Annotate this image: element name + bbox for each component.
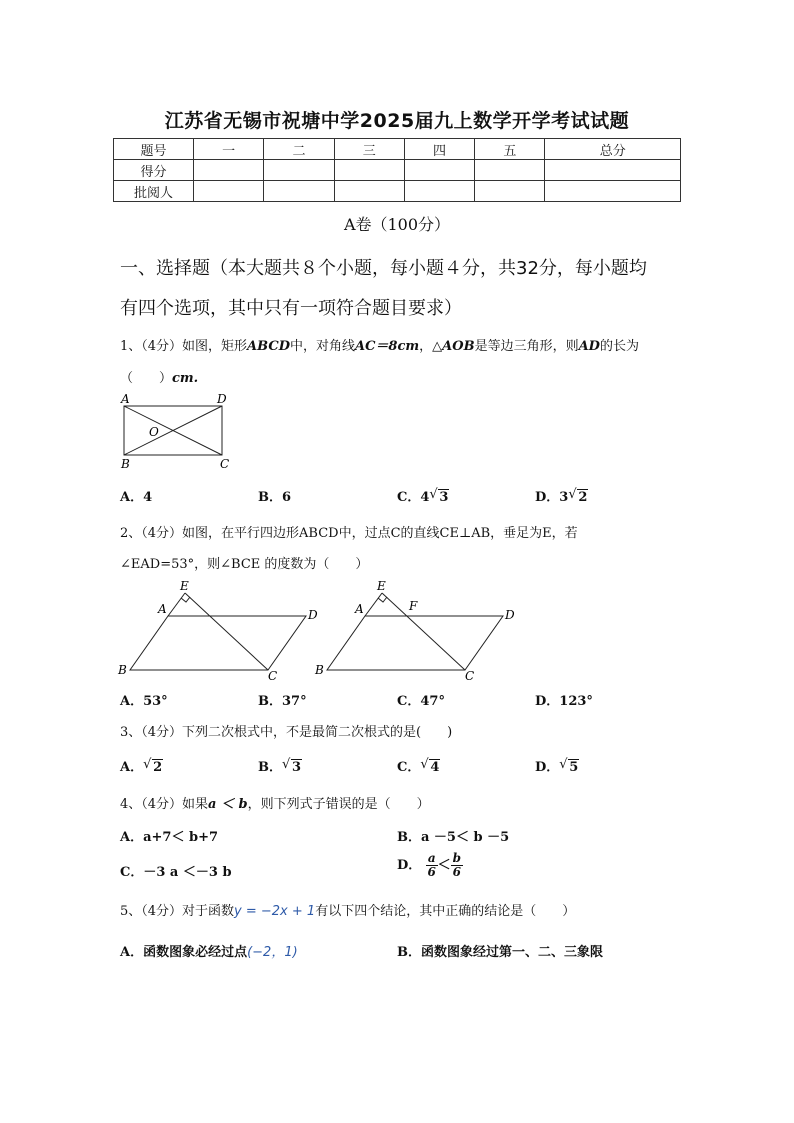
score-cell[interactable]	[334, 181, 404, 202]
label-o: O	[149, 425, 159, 439]
score-row-label: 批阅人	[114, 181, 194, 202]
segment-ce	[382, 593, 465, 670]
radicand: 2	[153, 760, 163, 775]
option-label: C．	[397, 760, 421, 775]
score-cell[interactable]	[334, 160, 404, 181]
option-text: C．4	[397, 490, 430, 505]
sqrt-symbol	[143, 759, 163, 775]
score-cell[interactable]	[545, 160, 681, 181]
q1-math: ABCD	[247, 339, 290, 354]
label-b: B	[315, 663, 324, 677]
score-header-cell: 题号	[114, 139, 194, 160]
q5-function: y = −2x + 1	[234, 904, 316, 919]
label-d: D	[308, 608, 318, 622]
radicand: 3	[439, 490, 449, 505]
label-e: E	[377, 579, 386, 593]
label-b: B	[118, 663, 127, 677]
label-a: A	[158, 602, 167, 616]
section-a-heading: A卷（100分）	[343, 215, 451, 234]
numerator: b	[452, 851, 461, 865]
score-table-row	[114, 181, 681, 202]
score-cell[interactable]	[475, 160, 545, 181]
radicand: 5	[569, 760, 579, 775]
q1-text-line2	[120, 367, 198, 386]
q4-text-part: ，则下列式子错误的是（ ）	[247, 797, 430, 812]
q2-option-a[interactable]: A．53°	[120, 694, 168, 709]
option-text: A．函数图象必经过点	[120, 945, 248, 960]
option-text: D．3	[535, 490, 569, 505]
q3-option-c[interactable]	[397, 756, 440, 775]
sqrt-symbol	[568, 489, 588, 505]
score-cell[interactable]	[475, 181, 545, 202]
score-table	[113, 138, 681, 202]
score-header-cell: 四	[404, 139, 474, 160]
q4-condition: a ＜ b	[208, 797, 248, 812]
radicand: 3	[292, 760, 302, 775]
option-label: A．	[120, 760, 144, 775]
label-f: F	[409, 599, 418, 613]
q5-option-a[interactable]	[120, 941, 298, 960]
part1-heading-line1: 一、选择题（本大题共８个小题，每小题４分，共32分，每小题均	[120, 258, 647, 279]
label-d: D	[505, 608, 515, 622]
score-cell[interactable]	[194, 160, 264, 181]
score-header-cell: 总分	[545, 139, 681, 160]
denominator: 6	[427, 865, 436, 879]
label-a: A	[355, 602, 364, 616]
q1-text	[120, 335, 639, 354]
less-than: ＜	[437, 858, 451, 873]
score-table-row	[114, 160, 681, 181]
q3-option-a[interactable]	[120, 756, 163, 775]
score-header-cell: 五	[475, 139, 545, 160]
answer-blank: （ ）	[120, 371, 173, 386]
sqrt-symbol	[282, 759, 302, 775]
q1-option-b[interactable]: B．6	[258, 490, 292, 505]
q2-text-line2: ∠EAD=53°，则∠BCE 的度数为（ ）	[120, 557, 369, 572]
q4-option-c[interactable]: C．－3 a ＜－3 b	[120, 865, 232, 880]
q4-option-b[interactable]: B．a －5＜ b －5	[397, 830, 510, 845]
score-header-cell: 一	[194, 139, 264, 160]
radicand: 2	[578, 490, 588, 505]
q5-option-b[interactable]: B．函数图象经过第一、二、三象限	[397, 945, 603, 960]
fraction-b-over-6	[451, 852, 463, 879]
score-cell[interactable]	[545, 181, 681, 202]
score-header-cell: 二	[264, 139, 334, 160]
q2-text-line1: 2、（4分）如图，在平行四边形ABCD中，过点C的直线CE⊥AB，垂足为E，若	[120, 526, 578, 541]
q1-math: AC＝8cm	[355, 339, 420, 354]
extension-ae	[365, 593, 382, 616]
q1-text-part: 的长为	[599, 339, 639, 354]
q3-text: 3、（4分）下列二次根式中，不是最简二次根式的是( )	[120, 725, 453, 740]
score-cell[interactable]	[404, 160, 474, 181]
part1-heading-line2: 有四个选项，其中只有一项符合题目要求）	[120, 298, 462, 319]
q1-math: AD	[578, 339, 600, 354]
q1-text-part: ，△	[419, 339, 443, 354]
q1-option-c[interactable]	[397, 486, 449, 505]
q2-option-d[interactable]: D．123°	[535, 694, 593, 709]
q2-figure-right	[313, 576, 523, 682]
fraction-a-over-6	[426, 852, 438, 879]
q3-option-d[interactable]	[535, 756, 579, 775]
q5-text-part: 5、（4分）对于函数	[120, 904, 235, 919]
label-a: A	[121, 392, 130, 406]
score-cell[interactable]	[194, 181, 264, 202]
q5-text	[120, 900, 575, 919]
score-header-cell: 三	[334, 139, 404, 160]
score-cell[interactable]	[264, 181, 334, 202]
q4-option-d[interactable]	[397, 852, 463, 879]
q1-unit: cm.	[172, 371, 199, 386]
option-label: D．	[397, 858, 422, 873]
q1-text-part: 是等边三角形，则	[474, 339, 579, 354]
label-c: C	[268, 669, 278, 682]
sqrt-symbol	[559, 759, 579, 775]
label-e: E	[180, 579, 189, 593]
score-cell[interactable]	[404, 181, 474, 202]
radicand: 4	[430, 760, 440, 775]
page-title: 江苏省无锡市祝塘中学2025届九上数学开学考试试题	[164, 110, 630, 132]
label-d: D	[217, 392, 227, 406]
score-cell[interactable]	[264, 160, 334, 181]
label-c: C	[465, 669, 475, 682]
q4-text	[120, 793, 430, 812]
q1-option-d[interactable]	[535, 486, 588, 505]
q5-text-part: 有以下四个结论，其中正确的结论是（ ）	[315, 904, 576, 919]
q3-option-b[interactable]	[258, 756, 302, 775]
numerator: a	[427, 851, 436, 865]
denominator: 6	[452, 865, 461, 879]
extension-ae	[168, 593, 185, 616]
option-label: D．	[535, 760, 560, 775]
option-label: B．	[258, 760, 282, 775]
right-angle-mark	[378, 597, 387, 602]
label-b: B	[121, 457, 130, 471]
score-row-label: 得分	[114, 160, 194, 181]
q1-option-a[interactable]: A．4	[120, 490, 153, 505]
q1-text-part: 1、（4分）如图，矩形	[120, 339, 248, 354]
label-c: C	[220, 457, 230, 471]
q5-point: (−2，1)	[247, 945, 298, 960]
q1-rectangle-figure	[116, 390, 236, 472]
sqrt-symbol	[420, 759, 440, 775]
sqrt-symbol	[429, 489, 449, 505]
q2-option-c[interactable]: C．47°	[397, 694, 445, 709]
q1-math: AOB	[442, 339, 475, 354]
right-angle-mark	[181, 597, 190, 602]
segment-ce	[185, 593, 268, 670]
q1-text-part: 中，对角线	[289, 339, 355, 354]
q4-text-part: 4、（4分）如果	[120, 797, 209, 812]
score-table-header-row	[114, 139, 681, 160]
q2-figure-left	[116, 576, 326, 682]
q4-option-a[interactable]: A．a+7＜ b+7	[120, 830, 219, 845]
q2-option-b[interactable]: B．37°	[258, 694, 307, 709]
